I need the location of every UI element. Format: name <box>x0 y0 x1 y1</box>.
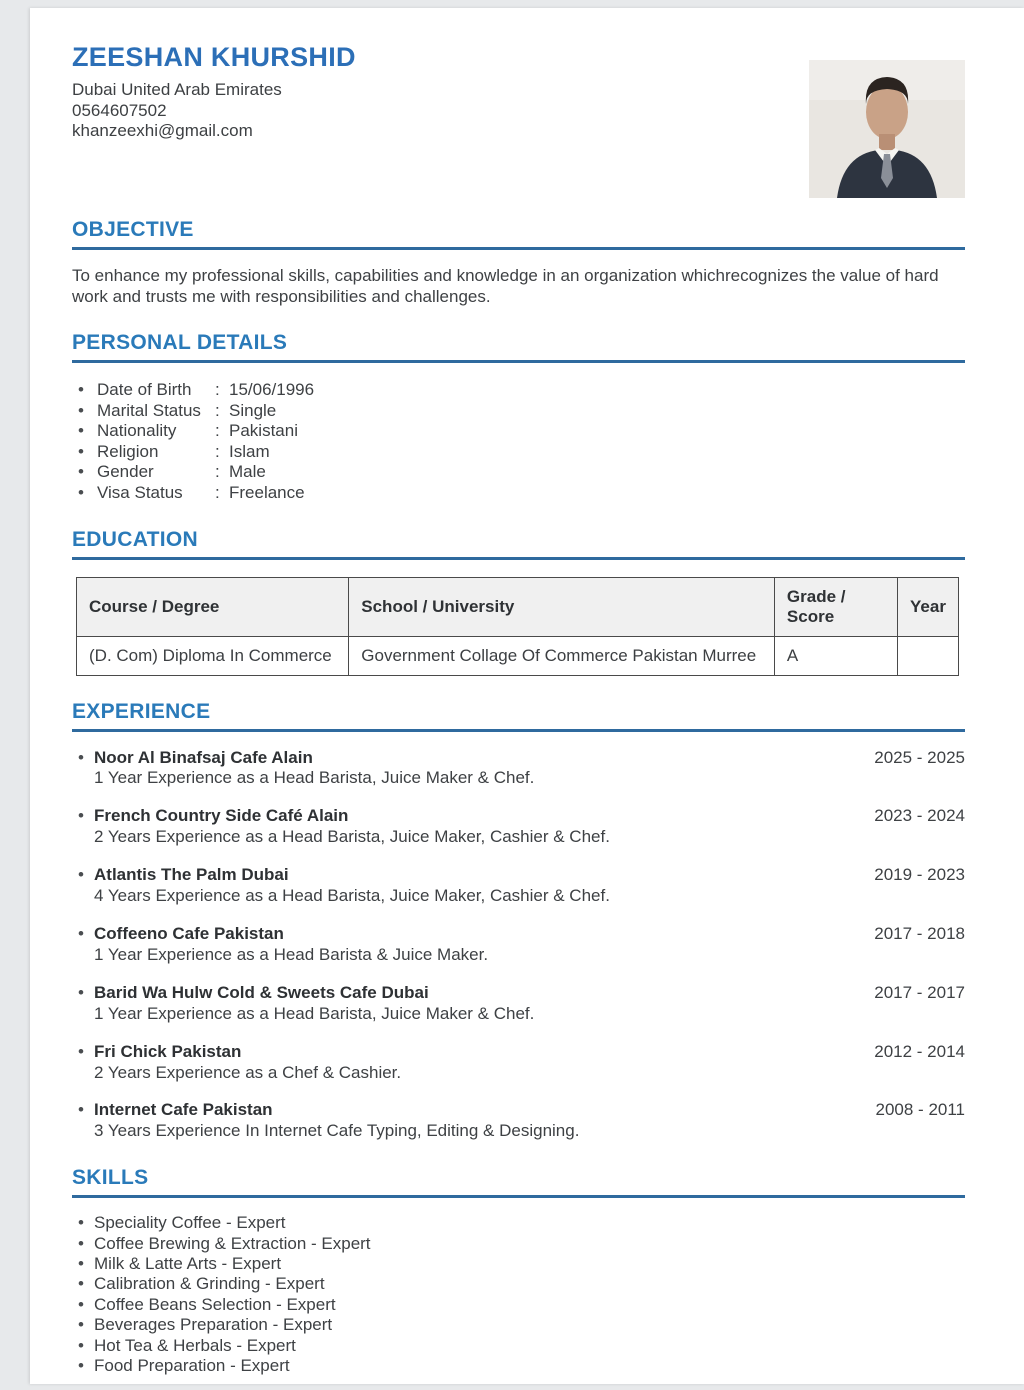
phone-text: 0564607502 <box>72 100 167 120</box>
detail-value: Islam <box>229 441 270 461</box>
detail-colon: : <box>215 380 220 400</box>
detail-colon: : <box>215 421 220 441</box>
skill-item: • Speciality Coffee - Expert <box>72 1213 965 1233</box>
section-experience <box>72 700 965 1143</box>
grade-cell: A <box>774 636 897 675</box>
person-name: ZEESHAN KHURSHID <box>72 42 356 72</box>
skill-item: • Calibration & Grinding - Expert <box>72 1274 965 1294</box>
experience-list <box>72 748 965 1143</box>
skill-item: • Hot Tea & Herbals - Expert <box>72 1336 965 1356</box>
experience-years: 2017 - 2018 <box>874 923 965 943</box>
column-header-year: Year <box>898 577 959 636</box>
experience-years: 2017 - 2017 <box>874 982 965 1002</box>
year-cell <box>898 636 959 675</box>
personal-detail-row <box>72 462 965 483</box>
experience-description: 1 Year Experience as a Head Barista, Juice Maker & Chef. <box>94 768 535 788</box>
objective-text: To enhance my professional skills, capabilities and knowledge in an organization whichrecognizes the value of hard work and trusts me with responsibilities and challenges. <box>72 266 939 307</box>
detail-label: • Gender <box>97 462 154 482</box>
experience-description: 3 Years Experience In Internet Cafe Typing, Editing & Designing. <box>94 1121 580 1141</box>
detail-colon: : <box>215 400 220 420</box>
education-row <box>77 636 959 675</box>
experience-description: 1 Year Experience as a Head Barista & Juice Maker. <box>94 944 489 964</box>
company-name: • Coffeeno Cafe Pakistan <box>94 923 284 943</box>
experience-years: 2023 - 2024 <box>874 806 965 826</box>
experience-title-row <box>72 806 965 827</box>
detail-value: Freelance <box>229 482 305 502</box>
experience-item <box>72 924 965 966</box>
location-text: Dubai United Arab Emirates <box>72 80 282 99</box>
column-header-grade: Grade / Score <box>774 577 897 636</box>
experience-title-row <box>72 1100 965 1121</box>
company-name: • Barid Wa Hulw Cold & Sweets Cafe Dubai <box>94 982 429 1002</box>
section-objective <box>72 218 965 307</box>
section-title-objective: OBJECTIVE <box>72 218 194 241</box>
company-name: • Internet Cafe Pakistan <box>94 1100 273 1120</box>
profile-photo <box>809 60 965 198</box>
section-title-personal-details: PERSONAL DETAILS <box>72 331 288 355</box>
experience-years: 2012 - 2014 <box>874 1041 965 1061</box>
section-title-skills: SKILLS <box>72 1166 149 1190</box>
experience-item <box>72 983 965 1025</box>
detail-colon: : <box>215 482 220 502</box>
column-header-degree: Course / Degree <box>77 577 349 636</box>
experience-title-row <box>72 983 965 1004</box>
experience-description: 2 Years Experience as a Head Barista, Juice Maker, Cashier & Chef. <box>94 827 610 847</box>
experience-item <box>72 748 965 790</box>
skill-item: • Food Preparation - Expert <box>72 1356 965 1376</box>
section-rule <box>72 1195 965 1198</box>
detail-value: Male <box>229 462 266 482</box>
company-name: • Fri Chick Pakistan <box>94 1041 242 1061</box>
personal-detail-row <box>72 483 965 504</box>
experience-title-row <box>72 924 965 945</box>
skill-item: • Coffee Brewing & Extraction - Expert <box>72 1234 965 1254</box>
section-skills <box>72 1166 965 1376</box>
section-rule <box>72 557 965 560</box>
header-info <box>72 42 809 142</box>
personal-detail-row <box>72 380 965 401</box>
detail-label: • Religion <box>97 441 159 461</box>
section-education <box>72 528 965 676</box>
detail-label: • Nationality <box>97 421 177 441</box>
school-cell: Government Collage Of Commerce Pakistan Murree <box>349 636 775 675</box>
skill-item: • Coffee Beans Selection - Expert <box>72 1295 965 1315</box>
skills-list <box>72 1213 965 1376</box>
experience-item <box>72 1100 965 1142</box>
section-title-experience: EXPERIENCE <box>72 699 211 723</box>
experience-title-row <box>72 748 965 769</box>
degree-cell: (D. Com) Diploma In Commerce <box>77 636 349 675</box>
detail-value: 15/06/1996 <box>229 380 315 400</box>
section-personal-details <box>72 331 965 503</box>
education-table <box>76 577 959 676</box>
skill-item: • Milk & Latte Arts - Expert <box>72 1254 965 1274</box>
experience-item <box>72 806 965 848</box>
experience-item <box>72 1042 965 1084</box>
experience-years: 2008 - 2011 <box>875 1100 965 1120</box>
detail-value: Pakistani <box>229 421 298 441</box>
experience-title-row <box>72 1042 965 1063</box>
personal-detail-row <box>72 442 965 463</box>
section-rule <box>72 729 965 732</box>
section-rule <box>72 360 965 363</box>
education-header-row <box>77 577 959 636</box>
section-rule <box>72 247 965 250</box>
personal-detail-row <box>72 401 965 422</box>
profile-photo-image <box>809 60 965 198</box>
personal-details-list <box>72 380 965 503</box>
column-header-school: School / University <box>349 577 775 636</box>
experience-description: 1 Year Experience as a Head Barista, Juice Maker & Chef. <box>94 1003 535 1023</box>
personal-detail-row <box>72 421 965 442</box>
header <box>72 42 965 198</box>
detail-label: • Date of Birth <box>97 380 192 400</box>
company-name: • Atlantis The Palm Dubai <box>94 865 289 885</box>
experience-item <box>72 865 965 907</box>
experience-description: 2 Years Experience as a Chef & Cashier. <box>94 1062 402 1082</box>
section-title-education: EDUCATION <box>72 527 198 551</box>
experience-years: 2025 - 2025 <box>874 747 965 767</box>
experience-title-row <box>72 865 965 886</box>
experience-description: 4 Years Experience as a Head Barista, Juice Maker, Cashier & Chef. <box>94 886 610 906</box>
company-name: • French Country Side Café Alain <box>94 806 349 826</box>
skill-item: • Beverages Preparation - Expert <box>72 1315 965 1335</box>
experience-years: 2019 - 2023 <box>874 865 965 885</box>
detail-label: • Visa Status <box>97 482 183 502</box>
company-name: • Noor Al Binafsaj Cafe Alain <box>94 747 313 767</box>
resume-page <box>30 8 1024 1384</box>
detail-colon: : <box>215 462 220 482</box>
detail-colon: : <box>215 441 220 461</box>
email-text: khanzeexhi@gmail.com <box>72 121 253 141</box>
detail-value: Single <box>229 400 277 420</box>
detail-label: • Marital Status <box>97 400 201 420</box>
